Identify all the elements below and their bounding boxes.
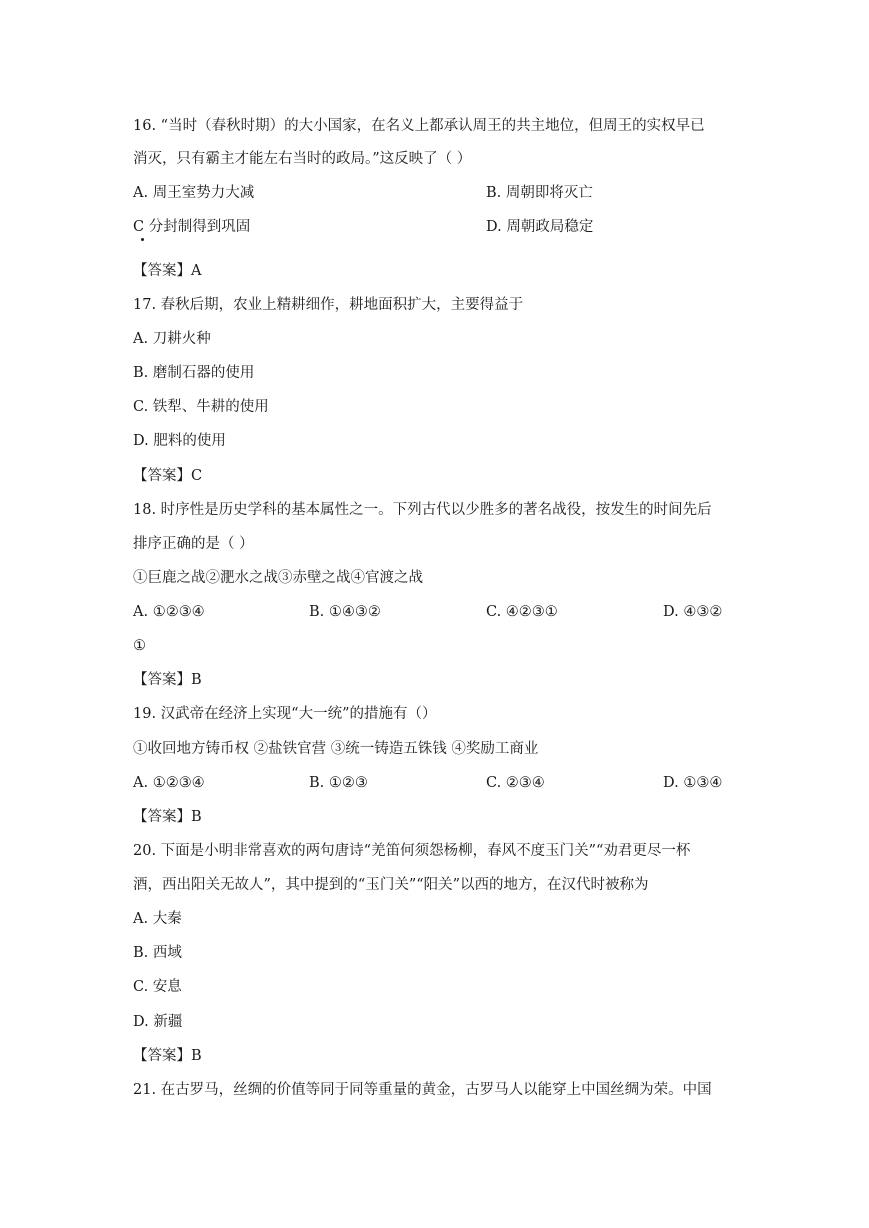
q18-option-d: D. ④③② [663, 604, 723, 620]
q16-option-c: C 分封制得到巩固 [133, 219, 251, 235]
q20-option-a: A. 大秦 [133, 911, 182, 927]
q20-option-d: D. 新疆 [133, 1014, 183, 1030]
q18-option-a: A. ①②③④ [133, 604, 205, 620]
q19-items: ①收回地方铸币权 ②盐铁官营 ③统一铸造五铢钱 ④奖励工商业 [133, 741, 539, 757]
q19-option-b: B. ①②③ [309, 775, 368, 791]
q18-items: ①巨鹿之战②淝水之战③赤壁之战④官渡之战 [133, 570, 423, 586]
q21-stem-line1: 21. 在古罗马，丝绸的价值等同于同等重量的黄金，古罗马人以能穿上中国丝绸为荣。中国 [133, 1082, 712, 1098]
q20-stem-line1: 20. 下面是小明非常喜欢的两句唐诗“羌笛何须怨杨柳，春风不度玉门关”“劝君更尽一杯 [133, 843, 691, 859]
q17-option-b: B. 磨制石器的使用 [133, 365, 255, 381]
q17-option-a: A. 刀耕火种 [133, 331, 211, 347]
q17-stem: 17. 春秋后期，农业上精耕细作，耕地面积扩大，主要得益于 [133, 297, 524, 313]
q16-option-d: D. 周朝政局稳定 [486, 219, 594, 235]
q19-answer: 【答案】B [133, 809, 202, 825]
q19-stem: 19. 汉武帝在经济上实现“大一统”的措施有（） [133, 706, 437, 722]
q20-option-b: B. 西域 [133, 945, 182, 961]
q18-option-b: B. ①④③② [309, 604, 381, 620]
q19-option-a: A. ①②③④ [133, 775, 205, 791]
q16-option-b: B. 周朝即将灭亡 [486, 185, 593, 201]
q16-answer: 【答案】A [133, 263, 202, 279]
q18-option-c: C. ④②③① [486, 604, 558, 620]
q18-stem-line1: 18. 时序性是历史学科的基本属性之一。下列古代以少胜多的著名战役，按发生的时间先后 [133, 502, 712, 518]
q17-option-c: C. 铁犁、牛耕的使用 [133, 399, 269, 415]
q18-option-d-wrap: ① [133, 638, 146, 654]
q17-option-d: D. 肥料的使用 [133, 433, 226, 449]
q17-answer: 【答案】C [133, 468, 203, 484]
q20-option-c: C. 安息 [133, 979, 182, 995]
stray-dot-mark [141, 238, 144, 241]
q18-stem-line2: 排序正确的是（ ） [133, 536, 254, 552]
q16-stem-line2: 消灭，只有霸主才能左右当时的政局。”这反映了（ ） [133, 151, 472, 167]
q20-answer: 【答案】B [133, 1048, 202, 1064]
q18-answer: 【答案】B [133, 672, 202, 688]
q19-option-d: D. ①③④ [663, 775, 723, 791]
q16-stem-line1: 16. “当时（春秋时期）的大小国家，在名义上都承认周王的共主地位，但周王的实权早已 [133, 118, 705, 134]
q20-stem-line2: 酒，西出阳关无故人”，其中提到的“玉门关”“阳关”以西的地方，在汉代时被称为 [133, 877, 649, 893]
q19-option-c: C. ②③④ [486, 775, 545, 791]
q16-option-a: A. 周王室势力大减 [133, 185, 255, 201]
